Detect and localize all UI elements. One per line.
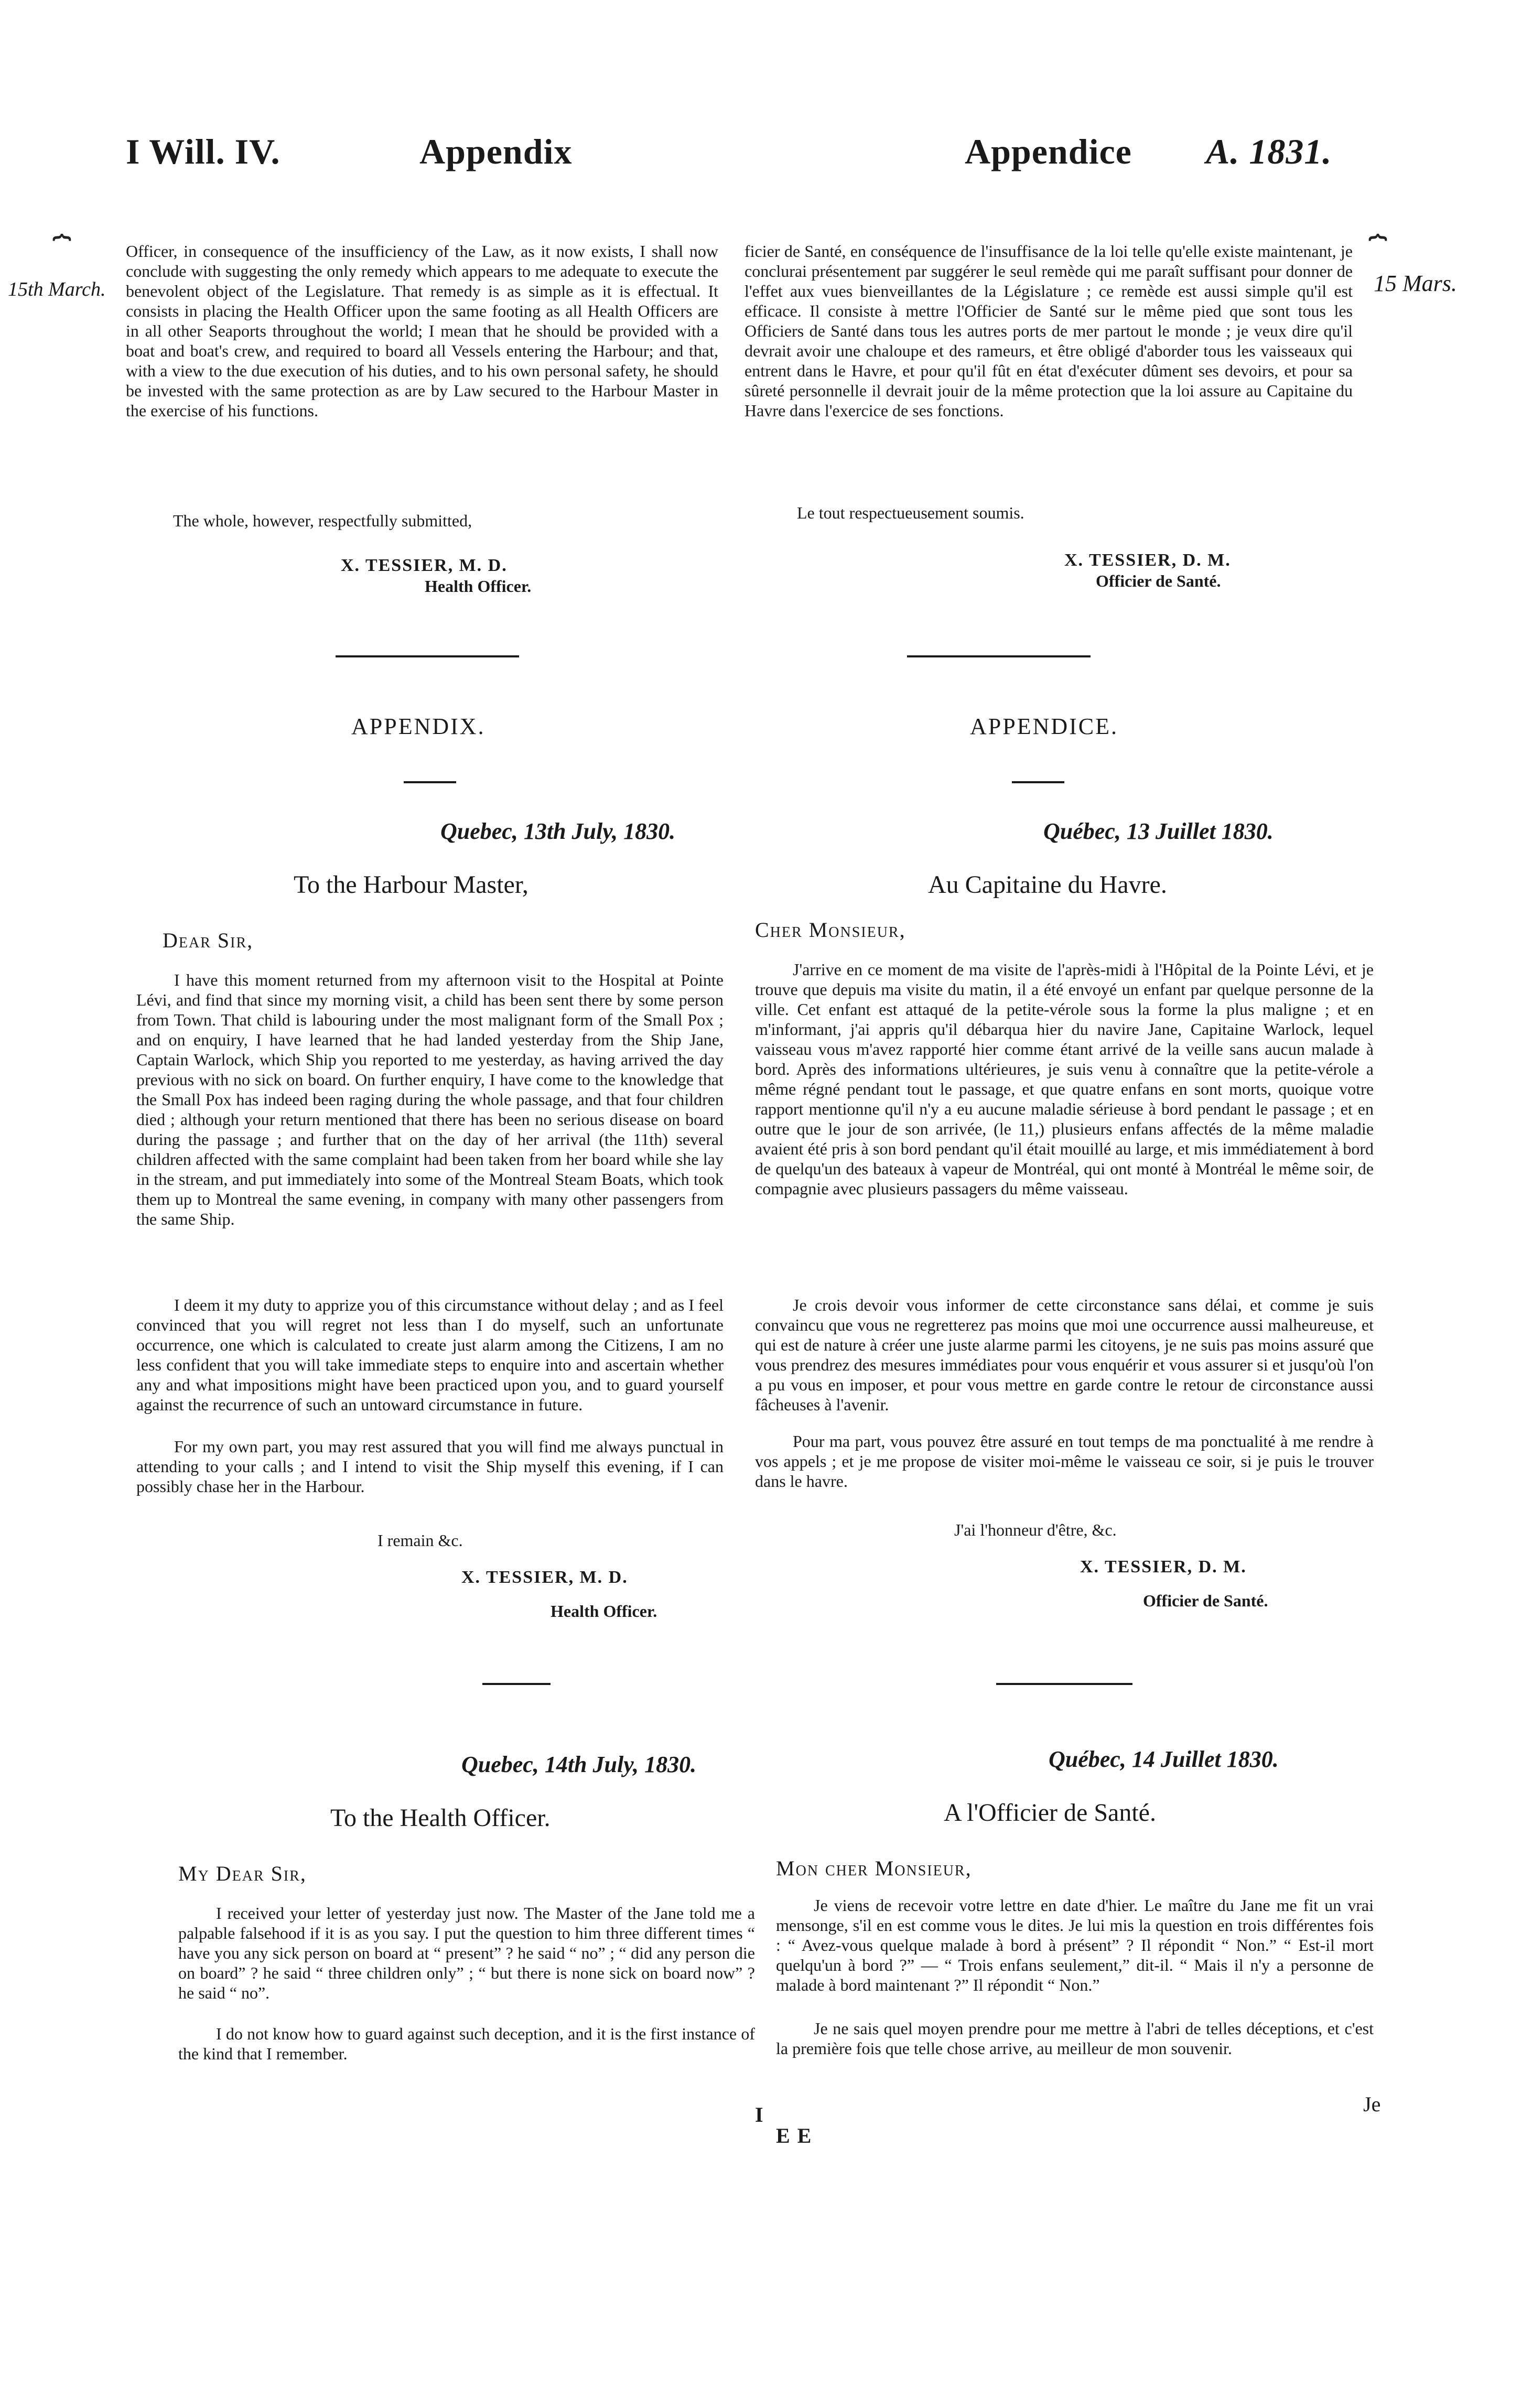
letter1-body1-fr: J'arrive en ce moment de ma visite de l'après-midi à l'Hôpital de la Pointe Lévi, et je trouve que depuis ma visite du matin, il a été envoyé un enfant par quelque personne de la ville. Cet enfant est attaqué de la petite-vérole sous la forme la plus maligne ; et en m'informant, j'ai appris qu'il débarqua hier du navire Jane, Capitaine Warlock, lequel vaisseau vous m'avez rapporté hier comme étant arrivé de la veille sans aucun malade à bord. Après des informations ultérieures, je suis venu à connaître que la petite-vérole a même régné pendant tout le passage, et que quatre enfans en sont morts, quoique votre rapport mentionne qu'il n'y a eu aucune maladie sérieuse à bord pendant le passage ; et en outre que le jour de son arrivée, (le 11,) plusieurs enfans affectés de la même maladie avaient été pris à son bord pendant qu'il était mouillé au large, et mis immédiatement à bord de quelqu'un des bateaux à vapeur de Montréal, qui ont monté à Montréal le même soir, de compagnie avec plusieurs passagers du même vaisseau. bbox=[755, 960, 1374, 1198]
letter2-body1-en: I received your letter of yesterday just now. The Master of the Jane told me a palpable falsehood if it is as you say. I put the question to him three different times “ have you any sick person on board at “ present” ? he said “ no” ; “ did any person die on board” ? he said “ three children only” ; “ but there is none sick on board now” ? he said “ no”. bbox=[178, 1904, 755, 2002]
letter1-closing-fr: J'ai l'honneur d'être, &c. bbox=[954, 1520, 1117, 1539]
letter2-body2-fr: Je ne sais quel moyen prendre pour me mettre à l'abri de telles déceptions, et c'est la première fois que telle chose arrive, au meilleur de mon souvenir. bbox=[776, 2019, 1374, 2058]
letter1-body3-fr: Pour ma part, vous pouvez être assuré en tout temps de ma ponctualité à me rendre à vos appels ; et je me propose de visiter moi-même le vaisseau ce soir, si je puis le trouver dans le havre. bbox=[755, 1432, 1374, 1491]
signature-name-en: X. TESSIER, M. D. bbox=[341, 556, 508, 575]
letter1-addressee-en: To the Harbour Master, bbox=[294, 871, 528, 899]
margin-date-left: 15th March. bbox=[8, 278, 106, 300]
margin-date-right: 15 Mars. bbox=[1374, 271, 1457, 296]
letter2-salutation-en: My Dear Sir, bbox=[178, 1862, 307, 1885]
right-brace-icon: ⏞ bbox=[1368, 234, 1387, 269]
letter1-signature-title-fr: Officier de Santé. bbox=[1143, 1591, 1268, 1610]
catchword: Je bbox=[1363, 2092, 1381, 2116]
letter1-body3-en: For my own part, you may rest assured that you will find me always punctual in attending to your calls ; and I intend to visit the Ship myself this evening, if I can possibly chase her in the Harbour. bbox=[136, 1437, 724, 1496]
letter2-date-fr: Québec, 14 Juillet 1830. bbox=[1049, 1746, 1279, 1772]
closing-fr: Le tout respectueusement soumis. bbox=[797, 503, 1024, 522]
closing-en: The whole, however, respectfully submitted, bbox=[173, 511, 472, 530]
left-brace-icon: ⏞ bbox=[52, 234, 71, 269]
letter2-addressee-en: To the Health Officer. bbox=[330, 1804, 551, 1832]
letter2-date-en: Quebec, 14th July, 1830. bbox=[461, 1752, 697, 1777]
letter1-body2-en: I deem it my duty to apprize you of this circumstance without delay ; and as I feel convinced that you will regret not less than I do myself, such an unfortunate occurrence, one which is calculated to create just alarm among the Citizens, I am no less confident that you will take immediate steps to enquire into and ascertain whether any and what impositions might have been practiced upon you, and to guard yourself against the recurrence of such an untoward circumstance in future. bbox=[136, 1295, 724, 1414]
short-divider-fr bbox=[1012, 781, 1064, 783]
top-text-en: Officer, in consequence of the insufficiency of the Law, as it now exists, I shall now conclude with suggesting the only remedy which appears to me adequate to execute the benevolent object of the Legislature. That remedy is as simple as it is effectual. It consists in placing the Health Officer upon the same footing as all Health Officers are in all other Seaports throughout the world; I mean that he should be provided with a boat and boat's crew, and required to board all Vessels entering the Harbour; and that, with a view to the due execution of his duties, and to his own personal safety, he should be invested with the same protection as are by Law secured to the Harbour Master in the exercise of his functions. bbox=[126, 242, 718, 420]
letter1-signature-en: X. TESSIER, M. D. bbox=[461, 1568, 628, 1587]
letter1-salutation-fr: Cher Monsieur, bbox=[755, 918, 906, 942]
signature-title-fr: Officier de Santé. bbox=[1096, 571, 1221, 590]
letter1-date-en: Quebec, 13th July, 1830. bbox=[440, 818, 676, 844]
letter2-salutation-fr: Mon cher Monsieur, bbox=[776, 1856, 972, 1880]
letter1-body1-en: I have this moment returned from my afternoon visit to the Hospital at Pointe Lévi, and find that since my morning visit, a child has been sent there by some person from Town. That child is labouring under the most malignant form of the Small Pox ; and on enquiry, I have learned that he had landed yesterday from the Ship Jane, Captain Warlock, which Ship you reported to me yesterday, as having arrived the day previous with no sick on board. On further enquiry, I have come to the knowledge that the Small Pox has indeed been raging during the whole passage, and that four children died ; although your return mentioned that there has been no serious disease on board during the passage ; and further that on the day of her arrival (the 11th) several children affected with the same complaint had been taken from her board while she lay in the stream, and put immediately into some of the Montreal Steam Boats, which took them up to Montreal the same evening, in company with many other passengers from the same Ship. bbox=[136, 970, 724, 1228]
header-appendix-fr: Appendice bbox=[965, 132, 1132, 171]
letter2-body2-en: I do not know how to guard against such deception, and it is the first instance of the kind that I remember. bbox=[178, 2024, 755, 2063]
letter-divider-fr bbox=[996, 1683, 1132, 1685]
letter1-closing-en: I remain &c. bbox=[377, 1531, 463, 1550]
top-text-fr: ficier de Santé, en conséquence de l'insuffisance de la loi telle qu'elle existe maintenant, je conclurai présentement par suggérer le seul remède qui me paraît suffisant pour donner de l'effet aux vues bienveillantes de la Législature ; ce remède est aussi simple qu'il est efficace. Il consiste à mettre l'Officier de Santé sur le même pied que sont tous les Officiers de Santé dans tous les autres ports de mer partout le monde ; je veux dire qu'il devrait avoir une chaloupe et des rameurs, et être obligé d'aborder tous les vaisseaux qui entrent dans le Havre, et pour qu'il fût en état d'exécuter dûment ses devoirs, et pour sa sûreté personnelle il devrait jouir de la même protection que la loi assure au Capitaine du Havre dans l'exercice de ses fonctions. bbox=[745, 242, 1353, 420]
appendix-heading-en: APPENDIX. bbox=[351, 714, 486, 739]
short-divider-en bbox=[404, 781, 456, 783]
header-session: I Will. IV. bbox=[126, 132, 280, 171]
signature-mark: I bbox=[755, 2103, 763, 2126]
divider-en bbox=[336, 655, 519, 657]
letter1-date-fr: Québec, 13 Juillet 1830. bbox=[1043, 818, 1274, 844]
letter2-addressee-fr: A l'Officier de Santé. bbox=[944, 1799, 1156, 1827]
header-year: A. 1831. bbox=[1206, 132, 1332, 171]
letter1-body2-fr: Je crois devoir vous informer de cette circonstance sans délai, et comme je suis convaincu que vous ne regretterez pas moins que moi une occurrence aussi malheureuse, et qui est de nature à créer une juste alarme parmi les citoyens, je ne suis pas moins assuré que vous prendrez des mesures immédiates pour vous enquérir et vous assurer si et jusqu'où l'on a pu vous en imposer, et pour vous mettre en garde contre le retour de circonstance aussi fâcheuses à l'avenir. bbox=[755, 1295, 1374, 1414]
letter1-signature-title-en: Health Officer. bbox=[551, 1602, 657, 1621]
letter1-salutation-en: Dear Sir, bbox=[163, 928, 254, 952]
sheet-mark: E E bbox=[776, 2124, 813, 2147]
letter1-signature-fr: X. TESSIER, D. M. bbox=[1080, 1557, 1247, 1576]
signature-name-fr: X. TESSIER, D. M. bbox=[1064, 550, 1231, 570]
divider-fr bbox=[907, 655, 1091, 657]
signature-title-en: Health Officer. bbox=[425, 577, 532, 596]
header-appendix-en: Appendix bbox=[419, 132, 573, 171]
letter1-addressee-fr: Au Capitaine du Havre. bbox=[928, 871, 1167, 899]
appendix-heading-fr: APPENDICE. bbox=[970, 714, 1119, 739]
letter-divider-en bbox=[482, 1683, 551, 1685]
letter2-body1-fr: Je viens de recevoir votre lettre en date d'hier. Le maître du Jane me fit un vrai mensonge, s'il en est comme vous le dites. Je lui mis la question en trois différentes fois : “ Avez-vous quelque malade à bord à présent” ? Il répondit “ Non.” “ Est-il mort quelqu'un à bord ?” — “ Trois enfans seulement,” dit-il. “ Mais il n'y a personne de malade à bord maintenant ?” Il répondit “ Non.” bbox=[776, 1896, 1374, 1994]
